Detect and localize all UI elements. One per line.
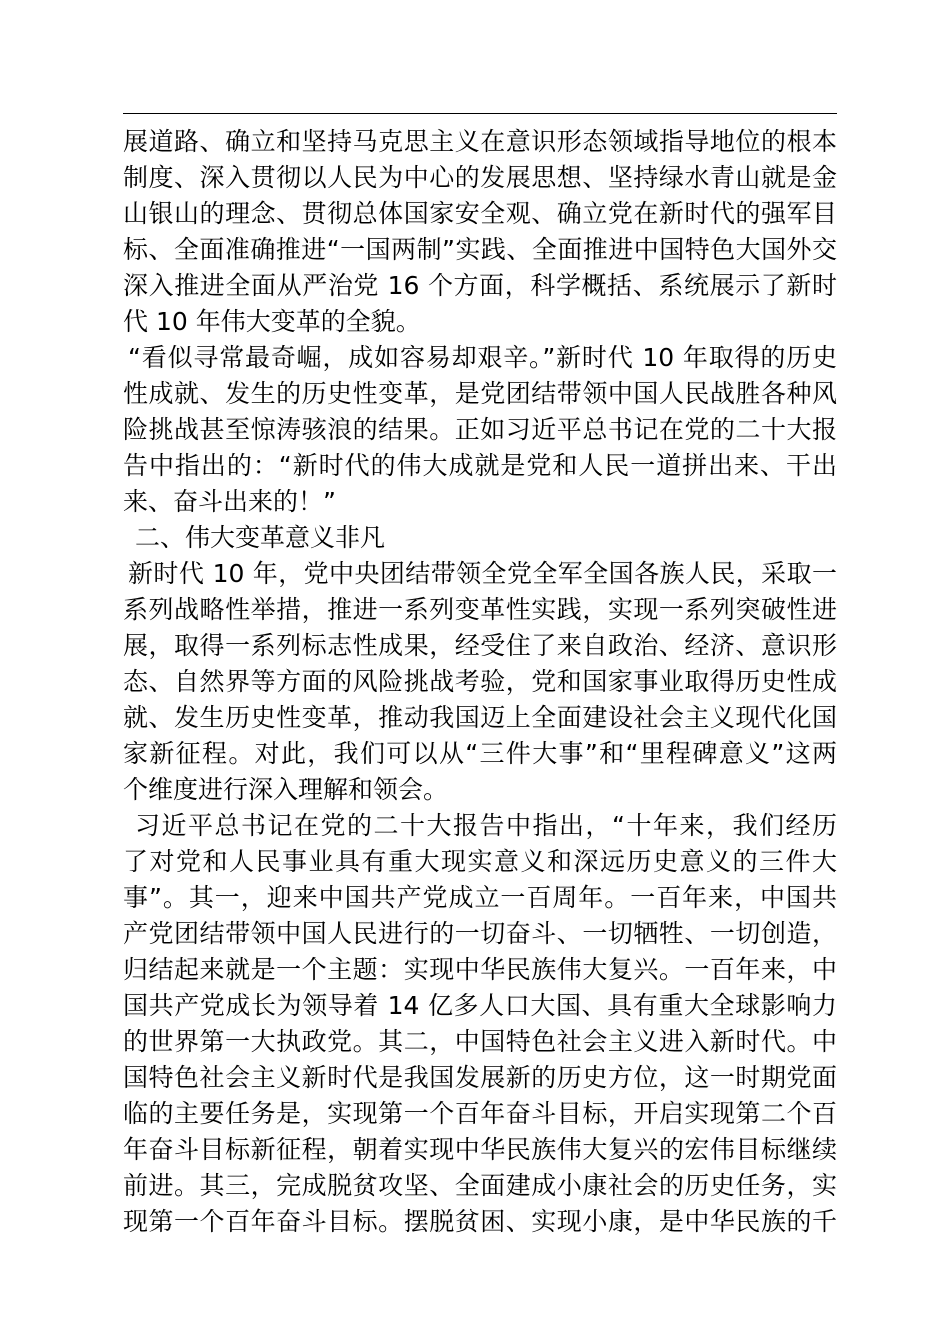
text-line: 代 10 年伟大变革的全貌。 <box>123 307 421 336</box>
text-line: 展道路、确立和坚持马克思主义在意识形态领域指导地位的根本 <box>123 127 837 156</box>
text-line: 的世界第一大执政党。其二，中国特色社会主义进入新时代。中 <box>123 1027 837 1056</box>
section-heading <box>123 520 837 556</box>
text-line: 新时代 10 年，党中央团结带领全党全军全国各族人民，采取一 <box>128 559 837 588</box>
text-line: 个维度进行深入理解和领会。 <box>123 775 449 804</box>
text-line: 就、发生历史性变革，推动我国迈上全面建设社会主义现代化国 <box>123 703 837 732</box>
text-line: 归结起来就是一个主题：实现中华民族伟大复兴。一百年来，中 <box>123 955 837 984</box>
paragraph <box>123 340 837 520</box>
text-line: 国特色社会主义新时代是我国发展新的历史方位，这一时期党面 <box>123 1063 837 1092</box>
document-body <box>123 124 837 1240</box>
text-line: 深入推进全面从严治党 16 个方面，科学概括、系统展示了新时 <box>123 271 837 300</box>
text-line: 标、全面准确推进“一国两制”实践、全面推进中国特色大国外交 <box>123 235 837 264</box>
paragraph <box>123 556 837 808</box>
text-line: 险挑战甚至惊涛骇浪的结果。正如习近平总书记在党的二十大报 <box>123 415 837 444</box>
header-rule <box>123 113 837 114</box>
text-line: 前进。其三，完成脱贫攻坚、全面建成小康社会的历史任务，实 <box>123 1171 837 1200</box>
text-line: 现第一个百年奋斗目标。摆脱贫困、实现小康，是中华民族的千 <box>123 1207 837 1236</box>
text-line: 告中指出的：“新时代的伟大成就是党和人民一道拼出来、干出 <box>123 451 837 480</box>
paragraph <box>123 124 837 340</box>
text-line: 了对党和人民事业具有重大现实意义和深远历史意义的三件大 <box>123 847 837 876</box>
section-heading-text: 二、伟大变革意义非凡 <box>135 523 386 552</box>
text-line: 性成就、发生的历史性变革，是党团结带领中国人民战胜各种风 <box>123 379 837 408</box>
text-line: 来、奋斗出来的！” <box>123 487 336 516</box>
text-line: 山银山的理念、贯彻总体国家安全观、确立党在新时代的强军目 <box>123 199 837 228</box>
text-line: 国共产党成长为领导着 14 亿多人口大国、具有重大全球影响力 <box>123 991 837 1020</box>
text-line: 习近平总书记在党的二十大报告中指出，“十年来，我们经历 <box>135 811 837 840</box>
text-line: 制度、深入贯彻以人民为中心的发展思想、坚持绿水青山就是金 <box>123 163 837 192</box>
text-line: 产党团结带领中国人民进行的一切奋斗、一切牺牲、一切创造， <box>123 919 837 948</box>
text-line: 态、自然界等方面的风险挑战考验，党和国家事业取得历史性成 <box>123 667 837 696</box>
text-line: 年奋斗目标新征程，朝着实现中华民族伟大复兴的宏伟目标继续 <box>123 1135 837 1164</box>
text-line: 系列战略性举措，推进一系列变革性实践，实现一系列突破性进 <box>123 595 837 624</box>
text-line: “看似寻常最奇崛，成如容易却艰辛。”新时代 10 年取得的历史 <box>128 343 837 372</box>
text-line: 事”。其一，迎来中国共产党成立一百周年。一百年来，中国共 <box>123 883 837 912</box>
paragraph <box>123 808 837 1240</box>
text-line: 展，取得一系列标志性成果，经受住了来自政治、经济、意识形 <box>123 631 837 660</box>
text-line: 家新征程。对此，我们可以从“三件大事”和“里程碑意义”这两 <box>123 739 837 768</box>
text-line: 临的主要任务是，实现第一个百年奋斗目标，开启实现第二个百 <box>123 1099 837 1128</box>
